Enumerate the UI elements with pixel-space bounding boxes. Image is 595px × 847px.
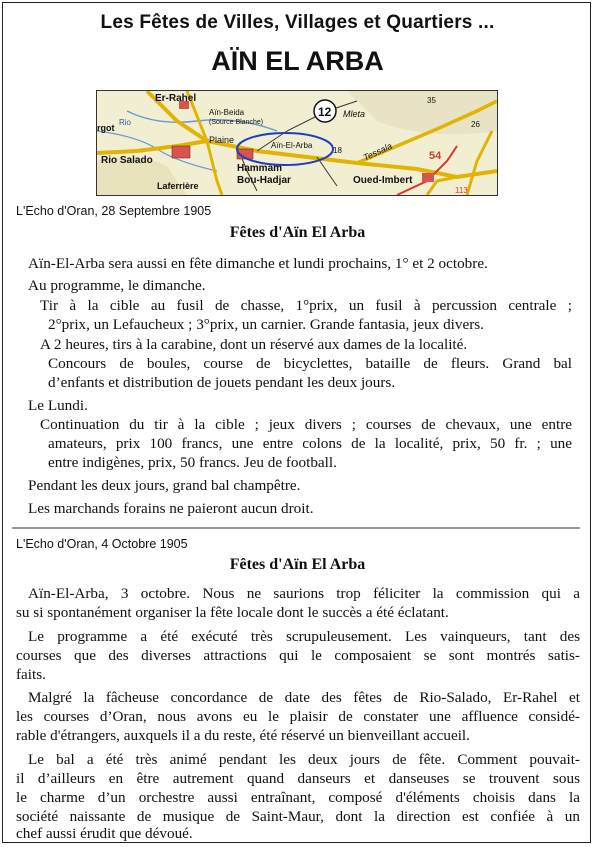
article-2-line: faits. — [16, 666, 46, 683]
map-label-laferriere: Laferrière — [157, 181, 199, 191]
article-2-line: rable d'étrangers, auxquels il a du reste, été réservé un bienveillant accueil. — [16, 727, 470, 744]
article-2-line: Le programme a été exécuté très scrupuleusement. Les vainqueurs, tant des — [28, 628, 580, 645]
article-2-line: chef aussi érudit que dévoué. — [16, 825, 193, 842]
article-separator — [12, 527, 580, 529]
article-1-line: amateurs, prix 100 francs, une entre colons de la localité, prix, 50 fr. ; une — [48, 435, 572, 452]
map-label-mleta: Mleta — [343, 109, 366, 119]
map-distance-26: 26 — [471, 120, 480, 129]
article-1-line: Pendant les deux jours, grand bal champêtre. — [28, 477, 301, 494]
series-title: Les Fêtes de Villes, Villages et Quartiers ... — [100, 12, 495, 33]
map-label-tessala: Tessala — [361, 140, 394, 163]
article-1-line: Le Lundi. — [28, 397, 88, 414]
article-2-line: Le bal a été très animé pendant les deux jours de fête. Comment pouvait- — [28, 751, 580, 768]
map-label-plaine: Plaine — [209, 135, 235, 145]
article-2-source: L'Echo d'Oran, 4 Octobre 1905 — [16, 537, 188, 551]
article-2-line: il d’ailleurs en être autrement quand danseurs et danseuses se trouvent sous — [16, 770, 580, 787]
map-label-ain-beida: Aïn-Beida — [209, 108, 245, 117]
map-label-oued-imbert: Oued-Imbert — [353, 175, 413, 186]
article-1-title: Fêtes d'Aïn El Arba — [229, 224, 366, 241]
map-label-bou-hadjar: Bou-Hadjar — [237, 175, 291, 186]
road-map — [96, 90, 498, 196]
map-label-rio: Rio — [119, 118, 132, 127]
article-2-line: les courses d’Oran, nous avons eu le plaisir de constater une affluence considé- — [16, 708, 580, 725]
map-label-source-blanche: (Source Blanche) — [209, 119, 264, 126]
article-1-line: Les marchands forains ne paieront aucun droit. — [28, 500, 314, 517]
article-1-line: Tir à la cible au fusil de chasse, 1°prix, un fusil à percussion centrale ; — [40, 297, 572, 314]
map-label-ain-el-arba: Aïn-El-Arba — [271, 141, 313, 150]
article-1-line: 2°prix, un Lefaucheux ; 3°prix, un carnier. Grande fantasia, jeux divers. — [48, 316, 484, 333]
article-2-line: su si spontanément organiser la fête locale dont le succès a été éclatant. — [16, 604, 449, 621]
article-2-line: Aïn-El-Arba, 3 octobre. Nous ne saurions trop féliciter la commission qui a — [28, 585, 580, 602]
article-1-line: A 2 heures, tirs à la carabine, dont un réservé aux dames de la localité. — [40, 336, 468, 353]
map-road-number-54: 54 — [429, 150, 442, 162]
article-2-title: Fêtes d'Aïn El Arba — [229, 556, 366, 573]
map-label-er-rahel: Er-Rahel — [155, 93, 197, 104]
article-2-line: courses que des diverses attractions qui le composaient se sont montrés satis- — [16, 647, 580, 664]
place-title: AÏN EL ARBA — [211, 46, 384, 76]
article-1-source: L'Echo d'Oran, 28 Septembre 1905 — [16, 204, 212, 218]
map-label-rio-salado: Rio Salado — [101, 155, 153, 166]
map-distance-18: 18 — [333, 146, 342, 155]
article-1-line: Concours de boules, course de bicyclettes, bataille de fleurs. Grand bal — [48, 355, 572, 372]
article-2-line: le charme d’un orchestre aussi entraînant, composé d'éléments choisis dans la — [16, 789, 580, 806]
article-2-line: Malgré la fâcheuse concordance de date des fêtes de Rio-Salado, Er-Rahel et — [28, 689, 580, 706]
article-1-line: Continuation du tir à la cible ; jeux divers ; courses de chevaux, une entre — [40, 416, 572, 433]
map-distance-35: 35 — [427, 96, 436, 105]
road-map-drawing — [97, 91, 497, 195]
article-2-line: société naissante de musique de Saint-Maur, dont la direction est confiée à un — [16, 808, 580, 825]
article-1-line: Aïn-El-Arba sera aussi en fête dimanche et lundi prochains, 1° et 2 octobre. — [28, 255, 488, 272]
article-1-line: Au programme, le dimanche. — [28, 277, 206, 294]
article-1-line: entre indigènes, prix, 50 francs. Jeu de football. — [48, 454, 337, 471]
map-road-number-113: 113 — [455, 186, 468, 195]
map-label-hammam: Hammam — [237, 163, 283, 174]
article-1-line: d’enfants et distribution de jouets pendant les deux jours. — [48, 374, 396, 391]
map-label-rgot: rgot — [97, 123, 115, 133]
map-route-number: 12 — [318, 105, 332, 119]
